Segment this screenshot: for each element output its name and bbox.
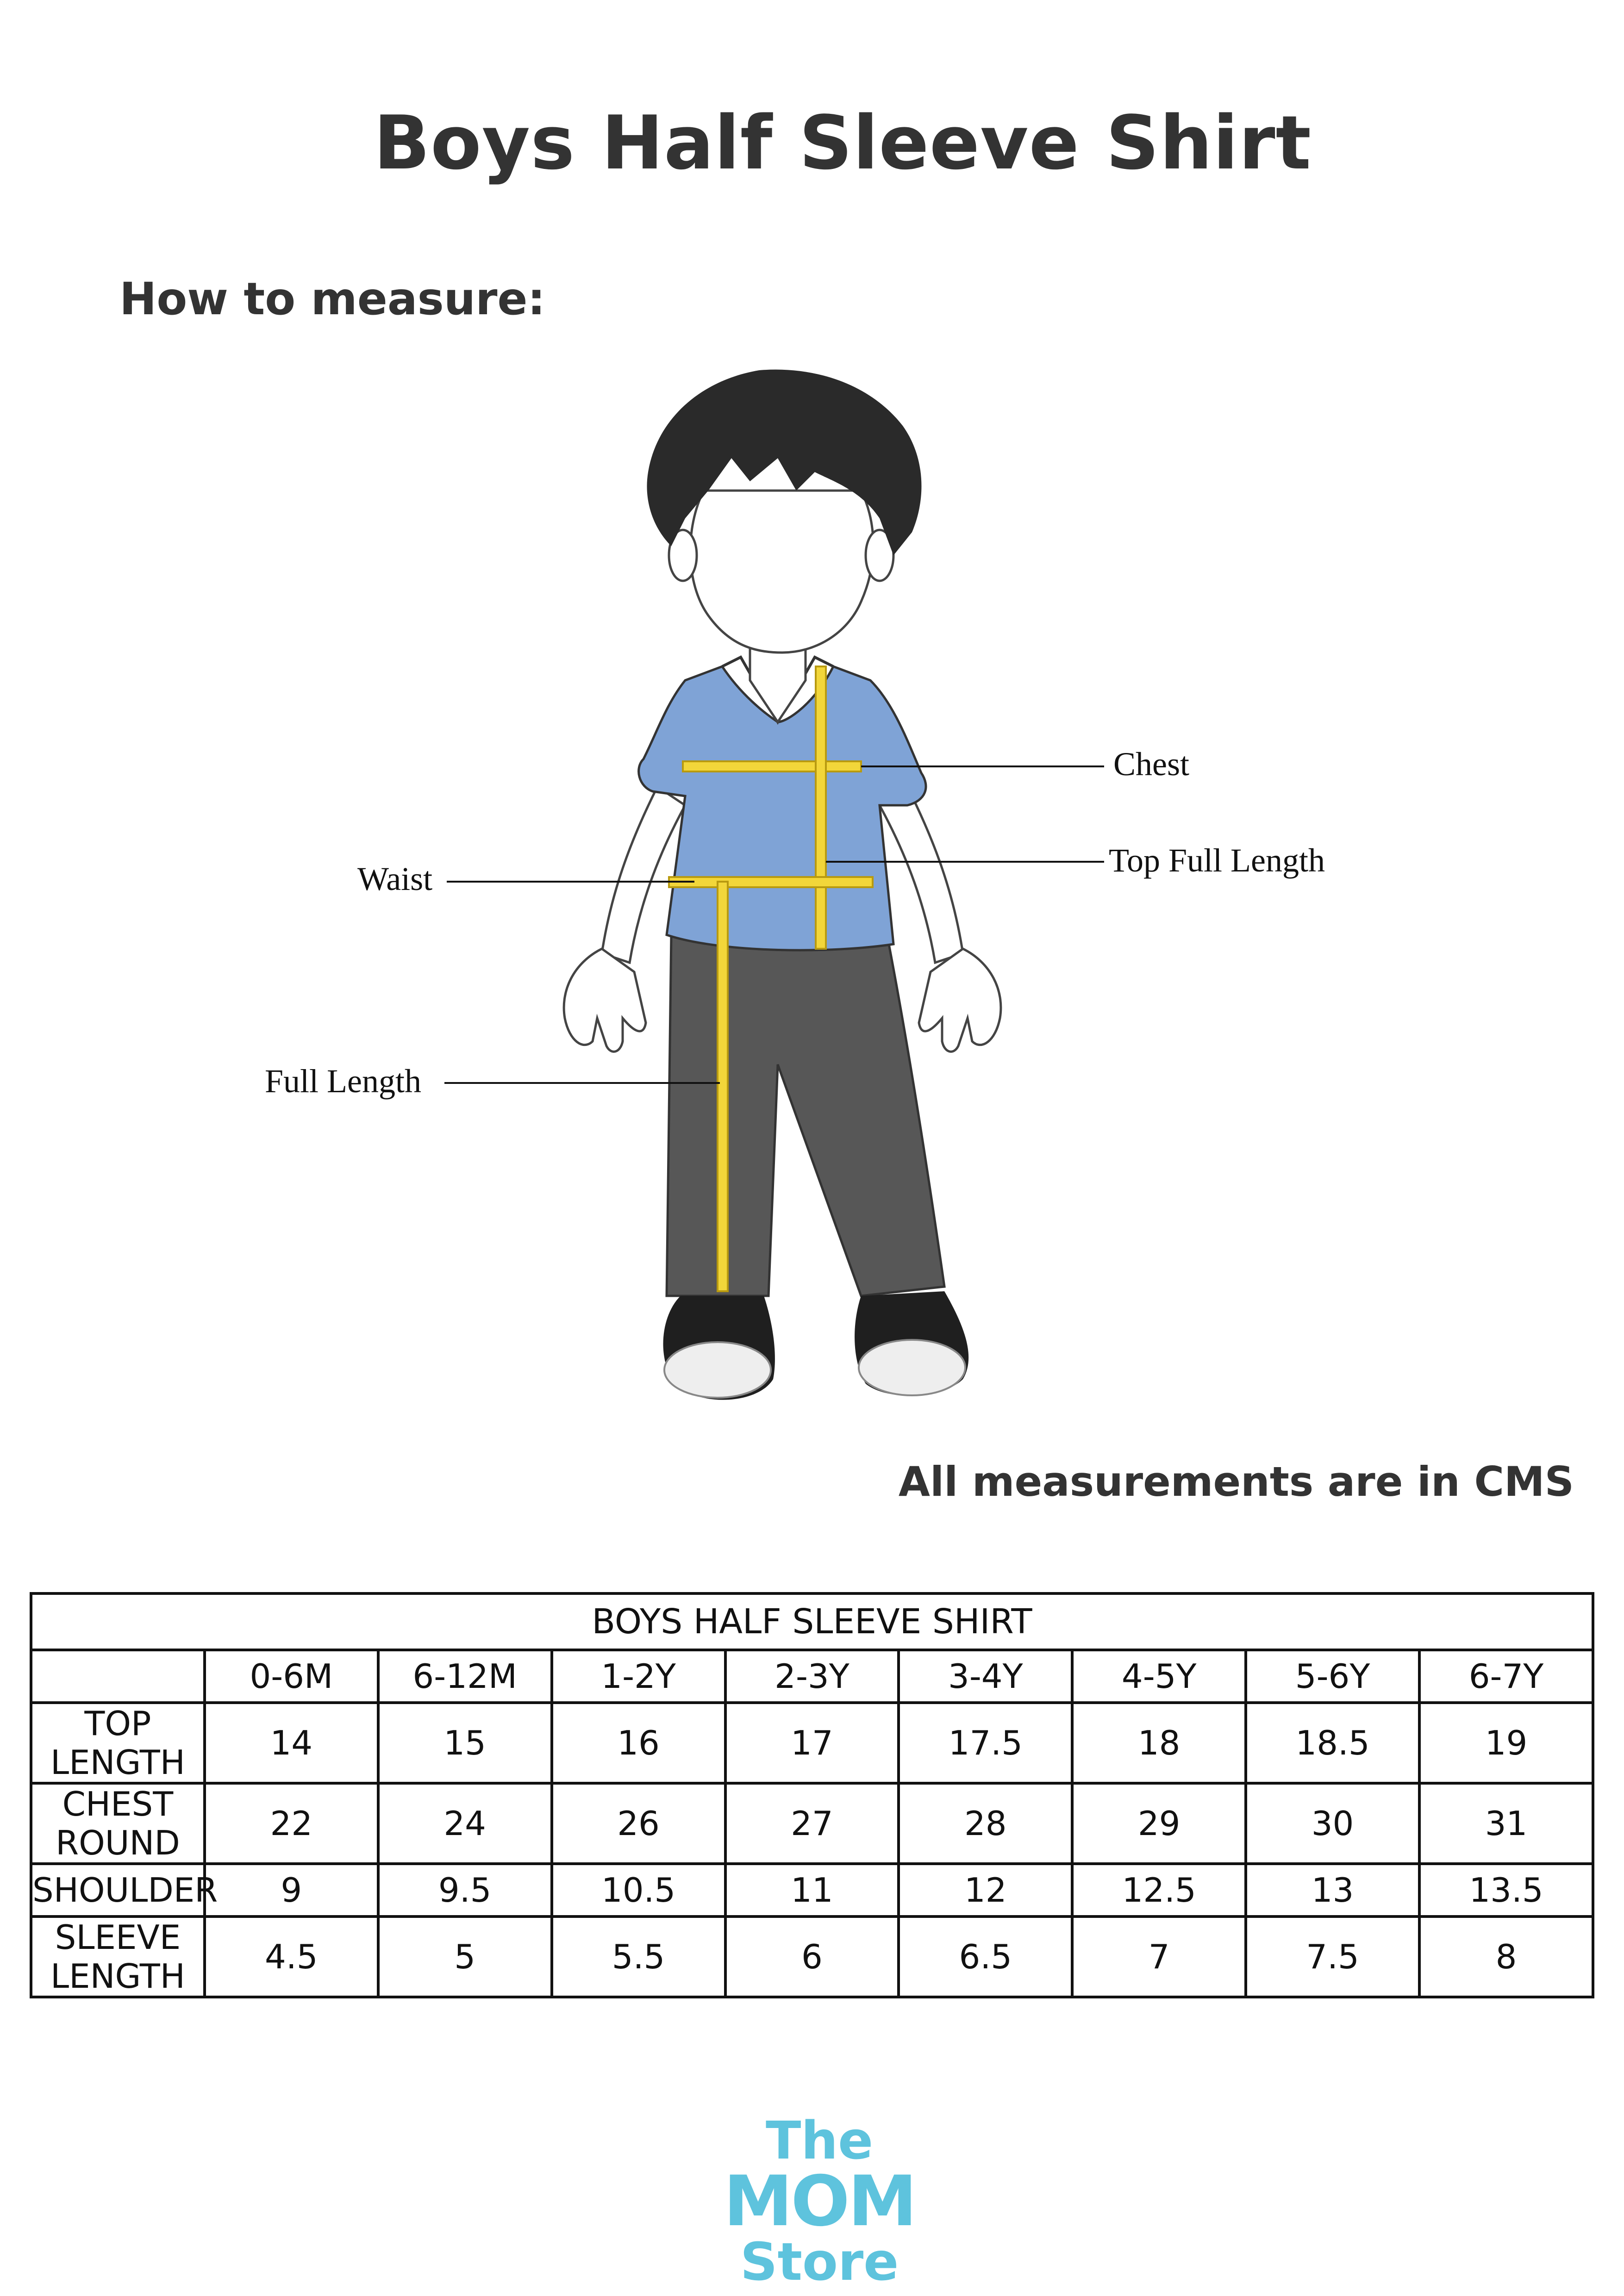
row-label: SLEEVE LENGTH: [31, 1916, 205, 1997]
face: [690, 491, 873, 653]
table-cell: 11: [725, 1864, 899, 1916]
table-cell: 17: [725, 1703, 899, 1783]
waist-label: Waist: [357, 860, 433, 897]
table-cell: 5: [378, 1916, 552, 1997]
table-cell: 28: [899, 1783, 1072, 1864]
table-cell: 8: [1419, 1916, 1593, 1997]
row-label: SHOULDER: [31, 1864, 205, 1916]
table-cell: 17.5: [899, 1703, 1072, 1783]
row-label: CHEST ROUND: [31, 1783, 205, 1864]
table-cell: 9.5: [378, 1864, 552, 1916]
row-label: TOP LENGTH: [31, 1703, 205, 1783]
top-length-tape: [816, 666, 826, 949]
size-header: 2-3Y: [725, 1650, 899, 1703]
right-hand: [919, 949, 1001, 1052]
chest-tape: [683, 761, 861, 772]
logo-word-the: The: [765, 2111, 874, 2171]
top-full-length-label: Top Full Length: [1109, 842, 1325, 879]
the-mom-store-logo: [722, 2111, 917, 2292]
table-cell: 12: [899, 1864, 1072, 1916]
table-cell: 5.5: [552, 1916, 725, 1997]
size-header: 5-6Y: [1246, 1650, 1419, 1703]
table-cell: 30: [1246, 1783, 1419, 1864]
table-cell: 14: [205, 1703, 378, 1783]
units-note: All measurements are in CMS: [898, 1458, 1574, 1506]
table-cell: 9: [205, 1864, 378, 1916]
boy-figure: [0, 352, 1624, 1416]
size-header: 0-6M: [205, 1650, 378, 1703]
table-cell: 15: [378, 1703, 552, 1783]
full-length-label: Full Length: [265, 1063, 421, 1100]
size-header: 6-12M: [378, 1650, 552, 1703]
table-cell: 18.5: [1246, 1703, 1419, 1783]
left-shoe-sole: [664, 1342, 771, 1398]
header-blank-cell: [31, 1650, 205, 1703]
table-cell: 26: [552, 1783, 725, 1864]
table-cell: 31: [1419, 1783, 1593, 1864]
how-to-measure-heading: How to measure:: [119, 273, 545, 325]
table-cell: 22: [205, 1783, 378, 1864]
table-cell: 13.5: [1419, 1864, 1593, 1916]
table-cell: 7.5: [1246, 1916, 1419, 1997]
size-chart-table: [30, 1592, 1594, 1998]
table-cell: 4.5: [205, 1916, 378, 1997]
measurement-illustration: [0, 352, 1624, 1416]
logo-word-store: Store: [740, 2232, 899, 2292]
pants: [667, 935, 944, 1296]
table-cell: 18: [1072, 1703, 1246, 1783]
table-title: BOYS HALF SLEEVE SHIRT: [31, 1593, 1593, 1650]
table-cell: 19: [1419, 1703, 1593, 1783]
table-row: [31, 1783, 1593, 1864]
full-length-tape: [718, 882, 728, 1291]
table-row: [31, 1703, 1593, 1783]
size-header: 1-2Y: [552, 1650, 725, 1703]
table-cell: 7: [1072, 1916, 1246, 1997]
table-row: [31, 1916, 1593, 1997]
table-cell: 24: [378, 1783, 552, 1864]
logo-word-mom: MOM: [723, 2161, 916, 2242]
left-hand: [564, 949, 646, 1052]
size-header: 4-5Y: [1072, 1650, 1246, 1703]
page-title: Boys Half Sleeve Shirt: [373, 100, 1312, 186]
table-cell: 12.5: [1072, 1864, 1246, 1916]
size-header-row: [31, 1650, 1593, 1703]
table-title-row: [31, 1593, 1593, 1650]
table-cell: 6.5: [899, 1916, 1072, 1997]
table-cell: 27: [725, 1783, 899, 1864]
table-cell: 29: [1072, 1783, 1246, 1864]
table-cell: 6: [725, 1916, 899, 1997]
right-shoe-sole: [859, 1340, 965, 1395]
table-cell: 10.5: [552, 1864, 725, 1916]
chest-label: Chest: [1113, 746, 1190, 783]
table-cell: 13: [1246, 1864, 1419, 1916]
table-cell: 16: [552, 1703, 725, 1783]
waist-tape: [669, 877, 873, 887]
table-row: [31, 1864, 1593, 1916]
size-header: 6-7Y: [1419, 1650, 1593, 1703]
size-header: 3-4Y: [899, 1650, 1072, 1703]
